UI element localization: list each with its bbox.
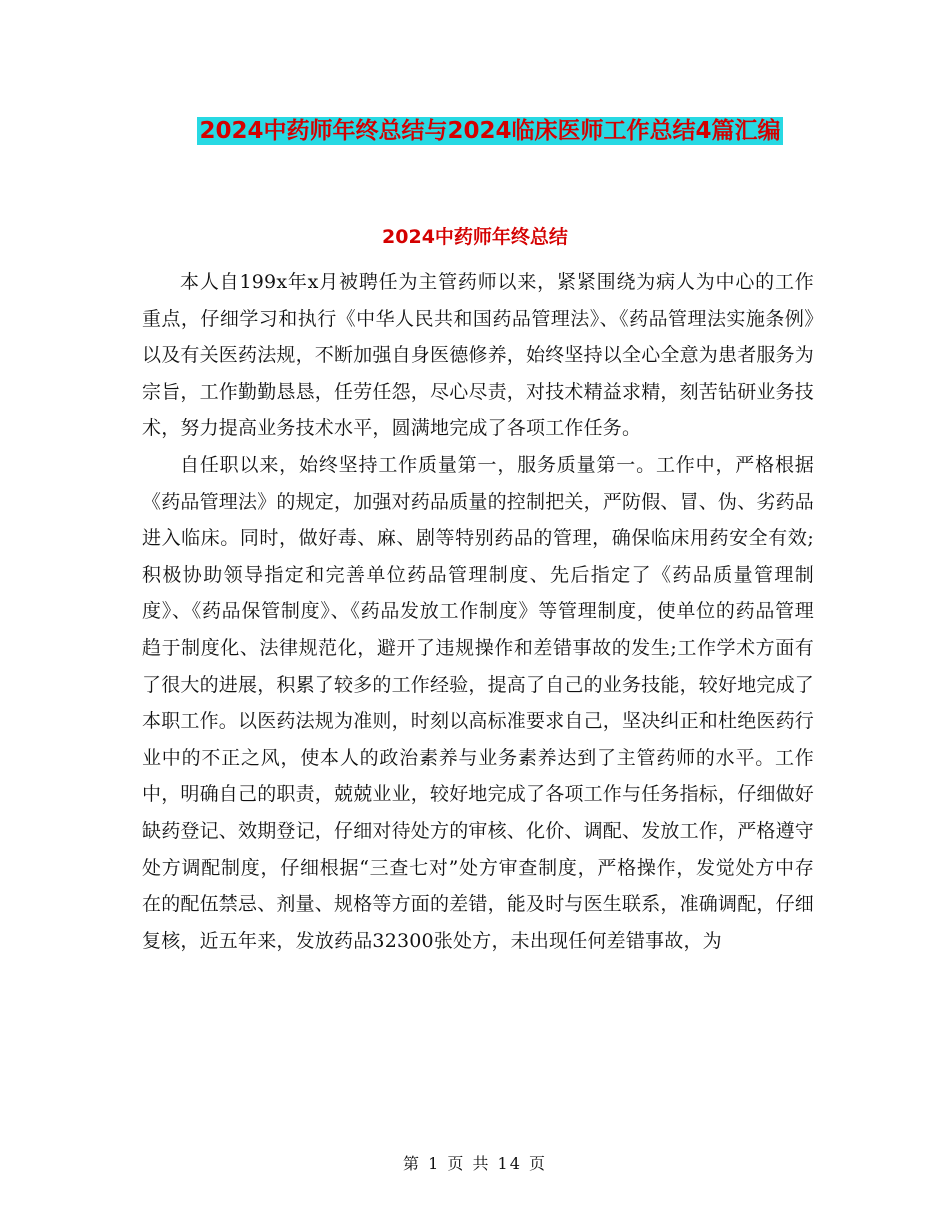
paragraph: 自任职以来，始终坚持工作质量第一，服务质量第一。工作中，严格根据《药品管理法》的规定，加强对药品质量的控制把关，严防假、冒、伪、劣药品进入临床。同时，做好毒、麻、剧等特别药品的管理，确保临床用药安全有效;积极协助领导指定和完善单位药品管理制度、先后指定了《药品质量管理制度》、《药品保管制度》、《药品发放工作制度》等管理制度，使单位的药品管理趋于制度化、法律规范化，避开了违规操作和差错事故的发生;工作学术方面有了很大的进展，积累了较多的工作经验，提高了自己的业务技能，较好地完成了本职工作。以医药法规为准则，时刻以高标准要求自己，坚决纠正和杜绝医药行业中的不正之风，使本人的政治素养与业务素养达到了主管药师的水平。工作中，明确自己的职责，兢兢业业，较好地完成了各项工作与任务指标，仔细做好缺药登记、效期登记，仔细对待处方的审核、化价、调配、发放工作，严格遵守处方调配制度，仔细根据“三查七对”处方审查制度，严格操作，发觉处方中存在的配伍禁忌、剂量、规格等方面的差错，能及时与医生联系，准确调配，仔细复核，近五年来，发放药品32300张处方，未出现任何差错事故，为 [142, 453, 815, 952]
document-body [142, 264, 814, 959]
paragraph: 本人自199x年x月被聘任为主管药师以来，紧紧围绕为病人为中心的工作重点，仔细学习和执行《中华人民共和国药品管理法》、《药品管理法实施条例》以及有关医药法规，不断加强自身医德修养，始终坚持以全心全意为患者服务为宗旨，工作勤勤恳恳，任劳任怨，尽心尽责，对技术精益求精，刻苦钻研业务技术，努力提高业务技术水平，圆满地完成了各项工作任务。 [142, 271, 815, 440]
document-title-text: 2024中药师年终总结与2024临床医师工作总结4篇汇编 [199, 118, 781, 144]
section-title: 2024中药师年终总结 [382, 226, 568, 248]
page-footer: 第 1 页 共 14 页 [403, 1154, 547, 1173]
document-title [140, 110, 840, 152]
